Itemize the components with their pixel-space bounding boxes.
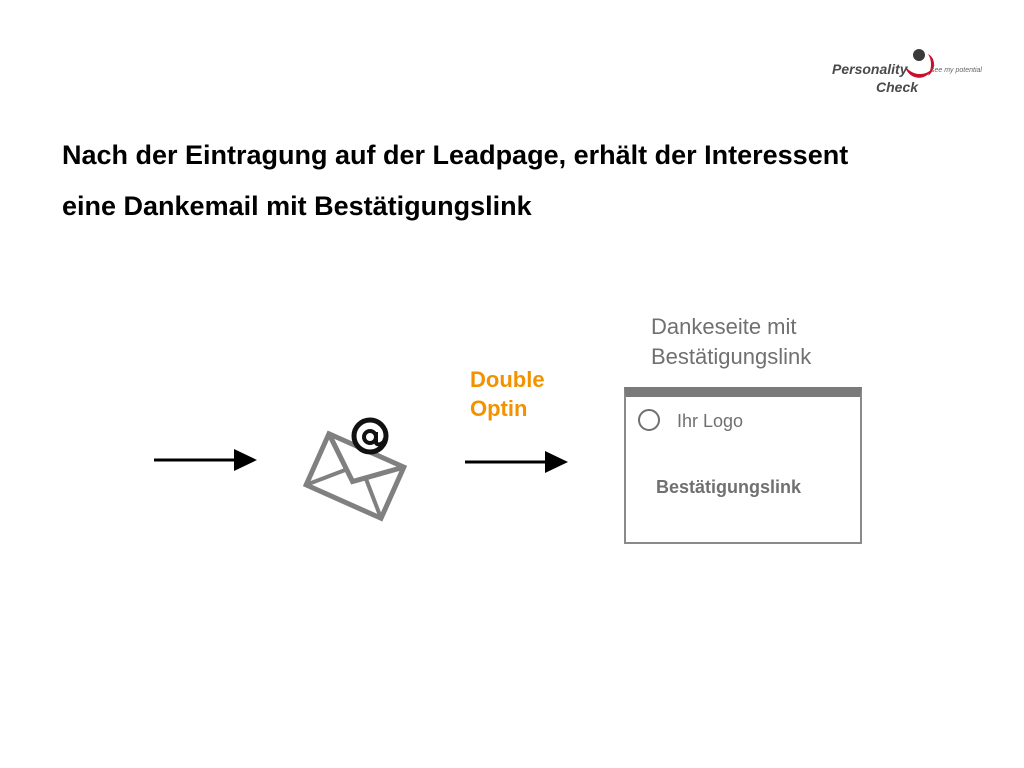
right-arrow-icon [465,448,569,476]
headline-line-2: eine Dankemail mit Bestätigungslink [62,191,532,221]
headline-line-1: Nach der Eintragung auf der Leadpage, erhält der Interessent [62,140,849,170]
thank-you-page-caption [651,312,811,372]
logo-word-personality: Personality [832,61,908,77]
double-optin-line-1: Double [470,367,545,392]
thank-you-page-mockup [624,387,862,544]
logo-tagline: see my potential [931,67,982,74]
right-arrow-icon [154,446,258,474]
double-optin-label [470,365,545,423]
double-optin-line-2: Optin [470,396,528,421]
circle-logo-icon [638,409,660,431]
logo-word-check: Check [876,79,919,95]
confirmation-link[interactable]: Bestätigungslink [656,477,802,497]
caption-line-1: Dankeseite mit [651,314,797,339]
company-logo [828,44,988,96]
email-envelope-icon [300,414,410,522]
caption-line-2: Bestätigungslink [651,344,812,369]
logo-placeholder-text: Ihr Logo [677,411,744,431]
page-headline [62,130,1002,232]
